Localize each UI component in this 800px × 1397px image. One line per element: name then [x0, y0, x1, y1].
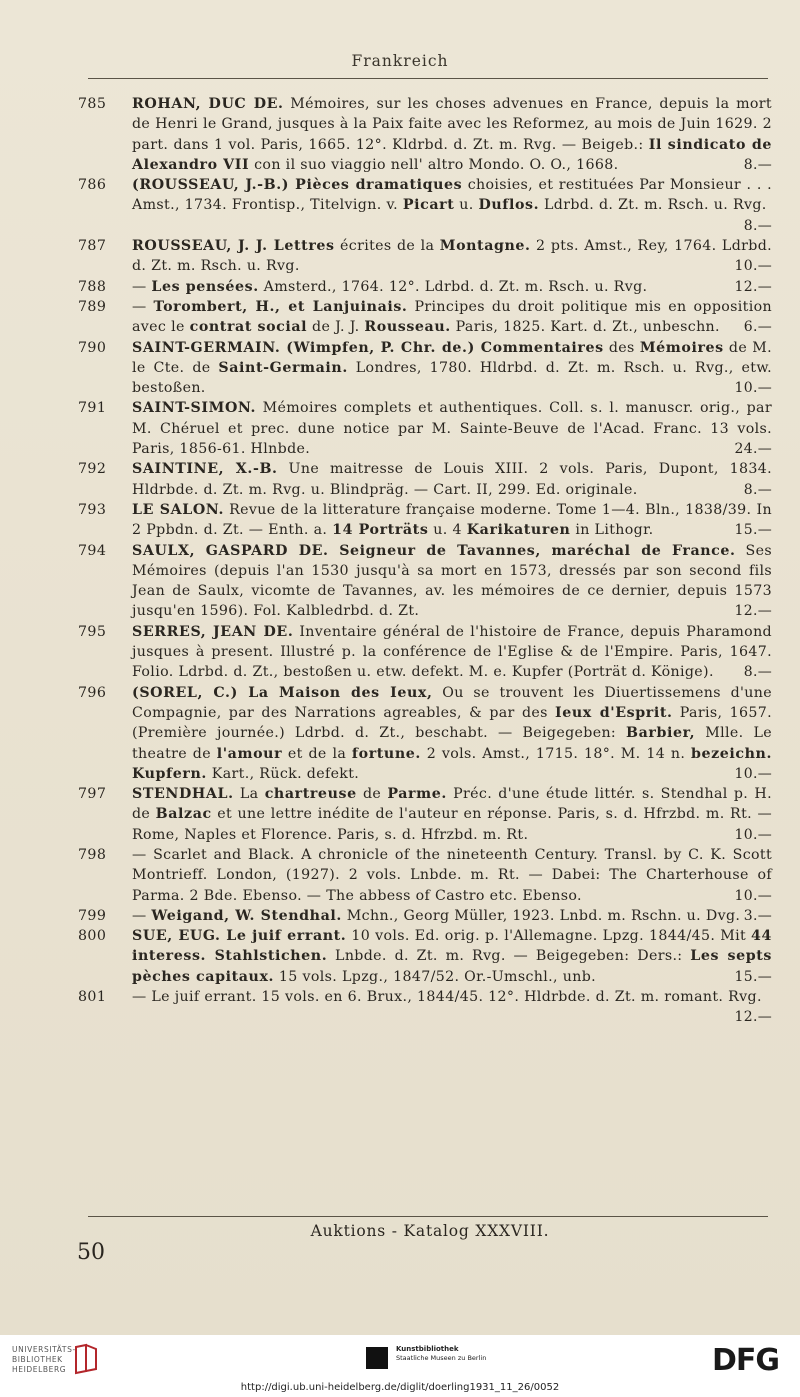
- catalog-entry: [78, 541, 772, 622]
- price: 12.—: [734, 1009, 772, 1026]
- catalog-entry: [78, 94, 772, 175]
- price: 8.—: [743, 664, 772, 681]
- page-number: 50: [77, 1240, 105, 1265]
- catalog-entry: [78, 906, 772, 926]
- catalog-entry: [78, 459, 772, 500]
- entry-description: SUE, EUG. Le juif errant. 10 vols. Ed. orig. p. l'Allemagne. Lpzg. 1844/45. Mit 44 interess. Stahlstichen. Lnbde. d. Zt. m. Rvg. — Beigegeben: Ders.: Les septs pèches capitaux. 15 vols. Lpzg., 1847/52. Or.-Umschl., unb. 15.—: [132, 926, 772, 987]
- digitization-bar: [0, 1335, 800, 1397]
- entries-list: [78, 94, 772, 1028]
- lot-number: 801: [78, 989, 107, 1006]
- price: 3.—: [743, 907, 772, 924]
- entry-description: — Scarlet and Black. A chronicle of the nineteenth Century. Transl. by C. K. Scott Montrieff. London, (1927). 2 vols. Lnbde. m. Rt. — Dabei: The Charterhouse of Parma. 2 Bde. Ebenso. — The abbess of Castro etc. Ebenso. 10.—: [132, 845, 772, 906]
- entry-description: — Les pensées. Amsterd., 1764. 12°. Ldrbd. d. Zt. m. Rsch. u. Rvg. 12.—: [132, 277, 772, 297]
- dfg-logo[interactable]: DFG: [712, 1343, 780, 1378]
- entry-description: (SOREL, C.) La Maison des Ieux, Ou se trouvent les Diuertissemens d'une Compagnie, par des Narrations agreables, & par des Ieux d'Esprit. Paris, 1657. (Première journée.) Ldrbd. d. Zt., beschabt. — Beigegeben: Barbier, Mlle. Le theatre de l'amour et de la fortune. 2 vols. Amst., 1715. 18°. M. 14 n. bezeichn. Kupfern. Kart., Rück. defekt. 10.—: [132, 683, 772, 784]
- price: 10.—: [734, 765, 772, 782]
- footer-rule: [88, 1216, 768, 1217]
- lot-number: 795: [78, 623, 107, 640]
- header-rule: [88, 78, 768, 79]
- catalog-entry: [78, 236, 772, 277]
- price: 15.—: [734, 968, 772, 985]
- catalog-entry: [78, 500, 772, 541]
- catalog-entry: [78, 987, 772, 1028]
- catalog-entry: [78, 175, 772, 236]
- lot-number: 797: [78, 786, 107, 803]
- lot-number: 794: [78, 542, 107, 559]
- entry-description: — Weigand, W. Stendhal. Mchn., Georg Müller, 1923. Lnbd. m. Rschn. u. Dvg. 3.—: [132, 906, 772, 926]
- running-head: Frankreich: [351, 52, 449, 70]
- price: 10.—: [734, 258, 772, 275]
- lot-number: 796: [78, 684, 107, 701]
- lot-number: 785: [78, 96, 107, 112]
- lot-number: 788: [78, 278, 107, 295]
- lot-number: 792: [78, 461, 107, 478]
- price: 10.—: [734, 380, 772, 397]
- entry-description: SAINT-SIMON. Mémoires complets et authentiques. Coll. s. l. manuscr. orig., par M. Chéruel et prec. dune notice par M. Sainte-Beuve de l'Acad. Franc. 13 vols. Paris, 1856-61. Hlnbde. 24.—: [132, 398, 772, 459]
- price: 12.—: [734, 603, 772, 620]
- entry-description: ROHAN, DUC DE. Mémoires, sur les choses advenues en France, depuis la mort de Henri le Grand, jusques à la Paix faite avec les Reformez, au mois de Juin 1629. 2 part. dans 1 vol. Paris, 1665. 12°. Kldrbd. d. Zt. m. Rvg. — Beigeb.: Il sindicato de Alexandro VII con il suo viaggio nell' altro Mondo. O. O., 1668. 8.—: [132, 94, 772, 175]
- entry-description: STENDHAL. La chartreuse de Parme. Préc. d'une étude littér. s. Stendhal p. H. de Balzac et une lettre inédite de l'auteur en réponse. Paris, s. d. Hfrzbd. m. Rt. — Rome, Naples et Florence. Paris, s. d. Hfrzbd. m. Rt. 10.—: [132, 784, 772, 845]
- catalog-entry: [78, 277, 772, 297]
- price: 15.—: [734, 522, 772, 539]
- price: 24.—: [734, 441, 772, 458]
- ub-heidelberg-label[interactable]: UNIVERSITÄTS- BIBLIOTHEK HEIDELBERG: [12, 1345, 76, 1374]
- price: 8.—: [743, 156, 772, 173]
- kunstbibliothek-label[interactable]: Kunstbibliothek Staatliche Museen zu Berlin: [396, 1345, 487, 1362]
- catalog-entry: [78, 784, 772, 845]
- catalog-entry: [78, 845, 772, 906]
- price: 8.—: [743, 217, 772, 234]
- entry-description: SAINT-GERMAIN. (Wimpfen, P. Chr. de.) Commentaires des Mémoires de M. le Cte. de Saint-Germain. Londres, 1780. Hldrbd. d. Zt. m. Rsch. u. Rvg., etw. bestoßen. 10.—: [132, 338, 772, 399]
- catalog-entry: [78, 926, 772, 987]
- entry-description: SAINTINE, X.-B. Une maitresse de Louis XIII. 2 vols. Paris, Dupont, 1834. Hldrbde. d. Zt. m. Rvg. u. Blindpräg. — Cart. II, 299. Ed. originale. 8.—: [132, 459, 772, 500]
- price: 6.—: [743, 319, 772, 336]
- lot-number: 793: [78, 501, 107, 518]
- lot-number: 798: [78, 846, 107, 863]
- price: 8.—: [743, 481, 772, 498]
- entry-description: SERRES, JEAN DE. Inventaire général de l'histoire de France, depuis Pharamond jusques à present. Illustré p. la conférence de l'Eglise & de l'Empire. Paris, 1647. Folio. Ldrbd. d. Zt., bestoßen u. etw. defekt. M. e. Kupfer (Porträt d. Könige). 8.—: [132, 622, 772, 683]
- catalog-entry: [78, 297, 772, 338]
- ub-heidelberg-logo-icon[interactable]: [72, 1343, 100, 1375]
- lot-number: 791: [78, 400, 107, 417]
- catalog-entry: [78, 683, 772, 784]
- lot-number: 799: [78, 907, 107, 924]
- catalog-entry: [78, 398, 772, 459]
- entry-description: (ROUSSEAU, J.-B.) Pièces dramatiques choisies, et restituées Par Monsieur . . . Amst., 1734. Frontisp., Titelvign. v. Picart u. Duflos. Ldrbd. d. Zt. m. Rsch. u. Rvg. 8.—: [132, 175, 772, 236]
- entry-description: SAULX, GASPARD DE. Seigneur de Tavannes, maréchal de France. Ses Mémoires (depuis l'an 1530 jusqu'à sa mort en 1573, dressés par son second fils Jean de Saulx, vicomte de Tavannes, av. les mémoires de ce dernier, depuis 1573 jusqu'en 1596). Fol. Kalbledrbd. d. Zt. 12.—: [132, 541, 772, 622]
- catalog-title: Auktions - Katalog XXXVIII.: [310, 1222, 550, 1240]
- catalog-entry: [78, 622, 772, 683]
- entry-description: — Le juif errant. 15 vols. en 6. Brux., 1844/45. 12°. Hldrbde. d. Zt. m. romant. Rvg. 12.—: [132, 987, 772, 1028]
- lot-number: 786: [78, 177, 107, 194]
- lot-number: 789: [78, 298, 107, 315]
- price: 12.—: [734, 278, 772, 295]
- catalog-entry: [78, 338, 772, 399]
- lot-number: 787: [78, 238, 107, 255]
- entry-description: LE SALON. Revue de la litterature française moderne. Tome 1—4. Bln., 1838/39. In 2 Ppbdn. d. Zt. — Enth. a. 14 Porträts u. 4 Karikaturen in Lithogr. 15.—: [132, 500, 772, 541]
- permalink-url[interactable]: http://digi.ub.uni-heidelberg.de/diglit/doerling1931_11_26/0052: [240, 1382, 560, 1393]
- entry-description: — Torombert, H., et Lanjuinais. Principes du droit politique mis en opposition avec le contrat social de J. J. Rousseau. Paris, 1825. Kart. d. Zt., unbeschn. 6.—: [132, 297, 772, 338]
- entry-description: ROUSSEAU, J. J. Lettres écrites de la Montagne. 2 pts. Amst., Rey, 1764. Ldrbd. d. Zt. m. Rsch. u. Rvg. 10.—: [132, 236, 772, 277]
- kunstbibliothek-logo-icon[interactable]: [366, 1347, 388, 1369]
- price: 10.—: [734, 826, 772, 843]
- price: 10.—: [734, 887, 772, 904]
- lot-number: 800: [78, 928, 107, 945]
- lot-number: 790: [78, 339, 107, 356]
